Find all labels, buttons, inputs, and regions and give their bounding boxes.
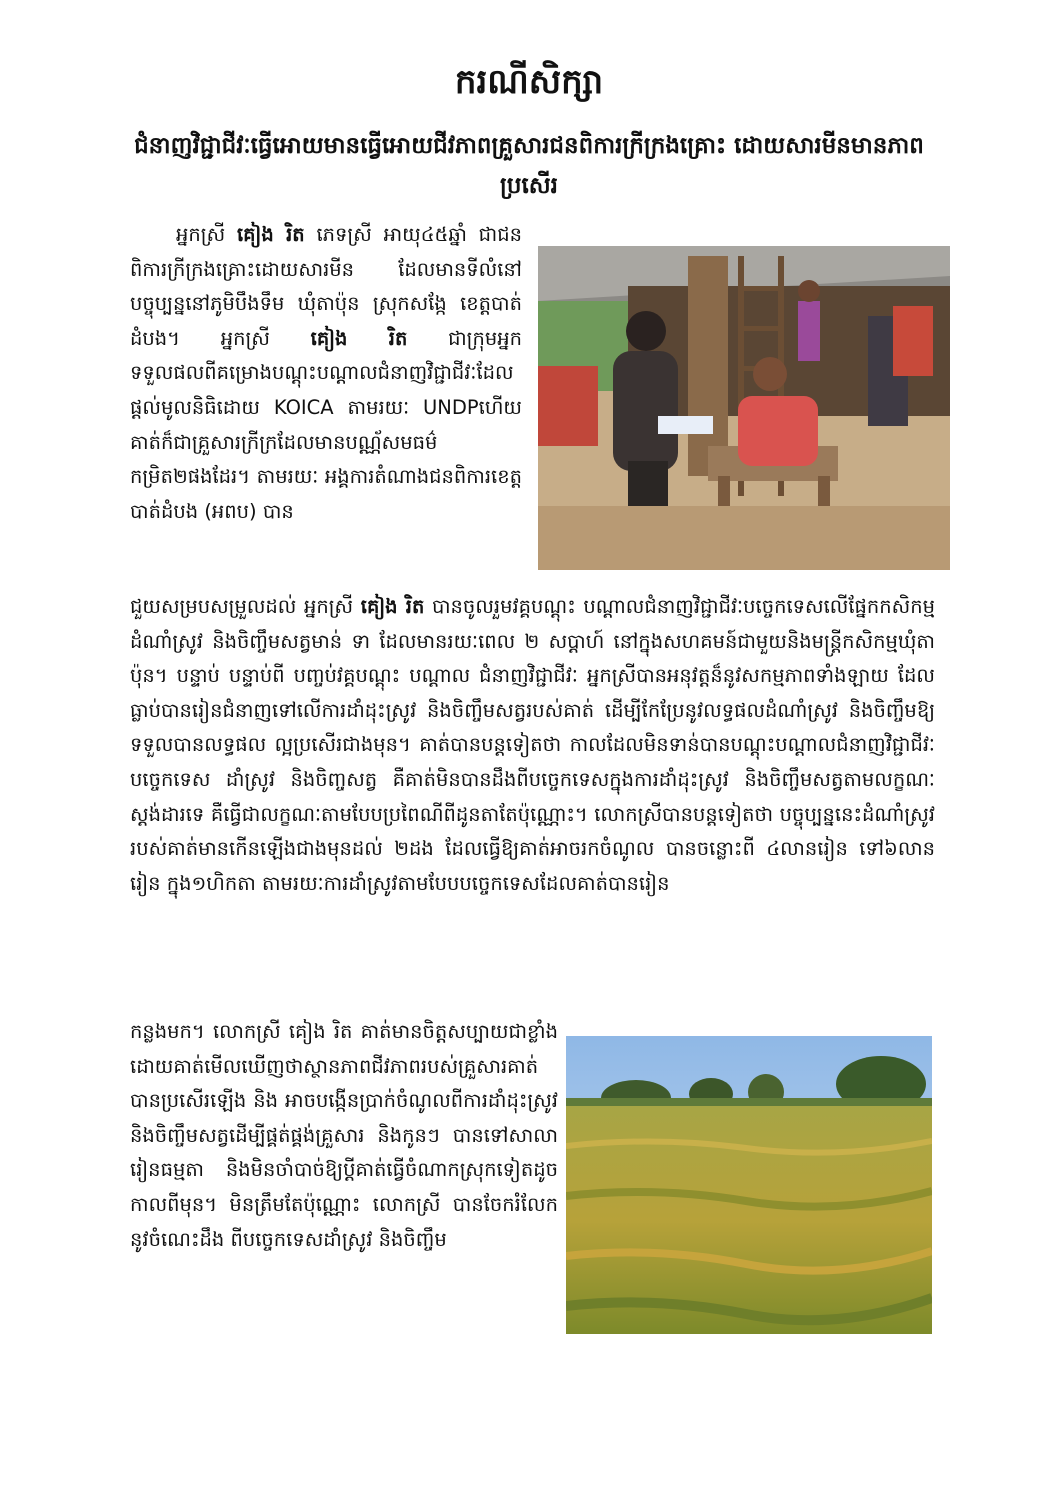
document-title: ករណីសិក្សា xyxy=(454,62,604,102)
paragraph-outcome: កន្លងមក។ លោកស្រី គៀង រិត គាត់មានចិត្តសប្បាយជាខ្លាំងដោយគាត់មើលឃើញថាស្ថានភាពជីវភាពរបស់គ្រួសារគាត់បានប្រសើរឡើង និង អាចបង្កើនប្រាក់ចំណូលពីការដាំដុះស្រូវ និងចិញ្ចឹមសត្វដើម្បីផ្គត់ផ្គង់គ្រួសារ និងកូនៗ បានទៅសាលារៀនធម្មតា និងមិនចាំបាច់ឱ្យប្តីគាត់ធ្វើចំណាកស្រុកទៀតដូចកាលពីមុន។ មិនត្រឹមតែប៉ុណ្ណោះ លោកស្រី បានចែករំលែកនូវចំណេះដឹង ពីបច្ចេកទេសដាំស្រូវ និងចិញ្ចឹម xyxy=(130,1020,558,1251)
paragraph-intro xyxy=(130,218,522,529)
intro-text-a: ភេទស្រី អាយុ៤៥ឆ្នាំ ជាជនពិការក្រីក្រងគ្រោះដោយសារមីន ដែលមានទីលំនៅបច្ចុប្បន្ននៅភូមិបឹងទឹម ឃុំតាប៉ុន ស្រុកសង្កែ ខេត្តបាត់ដំបង។ អ្នកស្រី xyxy=(130,223,522,350)
beneficiary-name-2: គៀង រិត xyxy=(310,326,408,350)
intro-text-b: ជាក្រុមអ្នកទទួលផលពីគម្រោងបណ្តុះបណ្តាលជំនាញវិជ្ជាជីវៈដែលផ្តល់មូលនិធិដោយ KOICA តាមរយៈ UNDPហើយគាត់ក៏ជាគ្រួសារក្រីក្រដែលមានបណ្ណ័សមធម៌កម្រិត២ផងដែរ។ តាមរយៈ អង្គការតំណាងជនពិការខេត្តបាត់ដំបង (អពប) បាន xyxy=(130,326,522,523)
training-text-a: ជួយសម្របសម្រួលដល់ អ្នកស្រី xyxy=(130,595,361,618)
rice-field-illustration xyxy=(566,1036,932,1334)
rice-field-photo xyxy=(566,1036,932,1334)
lead-text: អ្នកស្រី xyxy=(176,223,226,246)
beneficiary-name: គៀង រិត xyxy=(236,223,305,246)
beneficiary-name-3: គៀង រិត xyxy=(360,595,425,618)
interview-photo-illustration xyxy=(538,246,950,570)
training-text-b: បានចូលរួមវគ្គបណ្តុះ បណ្តាលជំនាញវិជ្ជាជីវៈបច្ចេកទេសលើផ្នែកកសិកម្មដំណាំស្រូវ និងចិញ្ចឹមសត្វមាន់ ទា ដែលមានរយៈពេល ២ សប្តាហ៍ នៅក្នុងសហគមន៍ជាមួយនិងមន្ត្រីកសិកម្មឃុំតាប៉ុន។ បន្ទាប់ បន្ទាប់ពី បញ្ចប់វគ្គបណ្តុះ បណ្តាល ជំនាញវិជ្ជាជីវៈ អ្នកស្រីបានអនុវត្តន៏នូវសកម្មភាពទាំងឡាយ ដែលធ្លាប់បានរៀនជំនាញទៅលើការដាំដុះស្រូវ និងចិញ្ចឹមសត្វរបស់គាត់ ដើម្បីកែប្រែនូវលទ្ធផលដំណាំស្រូវ និងចិញ្ចឹមឱ្យទទួលបានលទ្ធផល ល្អប្រសើរជាងមុន។ គាត់បានបន្តទៀតថា កាលដែលមិនទាន់បានបណ្តុះបណ្តាលជំនាញវិជ្ជាជីវៈបច្ចេកទេស ដាំស្រូវ និងចិញ្ចសត្វ គឺគាត់មិនបានដឹងពីបច្ចេកទេសក្នុងការដាំដុះស្រូវ និងចិញ្ចឹមសត្វតាមលក្ខណៈស្តង់ដារទេ គឺធ្វើជាលក្ខណៈតាមបែបប្រពៃណីពីដូនតាតែប៉ុណ្ណោះ។ លោកស្រីបានបន្តទៀតថា បច្ចុប្បន្ននេះដំណាំស្រូវរបស់គាត់មានកើនឡើងជាងមុនដល់ ២ដង ដែលធ្វើឱ្យគាត់អាចរកចំណូល បានចន្លោះពី ៤លានរៀន ទៅ៦លានរៀន ក្នុង១ហិកតា តាមរយៈការដាំស្រូវតាមបែបបច្ចេកទេសដែលគាត់បានរៀន xyxy=(130,595,935,895)
document-subtitle: ជំនាញវិជ្ជាជីវៈធ្វើអោយមានធ្វើអោយជីវភាពគ្រួសារជនពិការក្រីក្រងគ្រោះ ដោយសារមីនមានភាពប្រសើរ xyxy=(134,133,924,199)
paragraph-training xyxy=(130,590,935,901)
interview-photo xyxy=(538,246,950,570)
